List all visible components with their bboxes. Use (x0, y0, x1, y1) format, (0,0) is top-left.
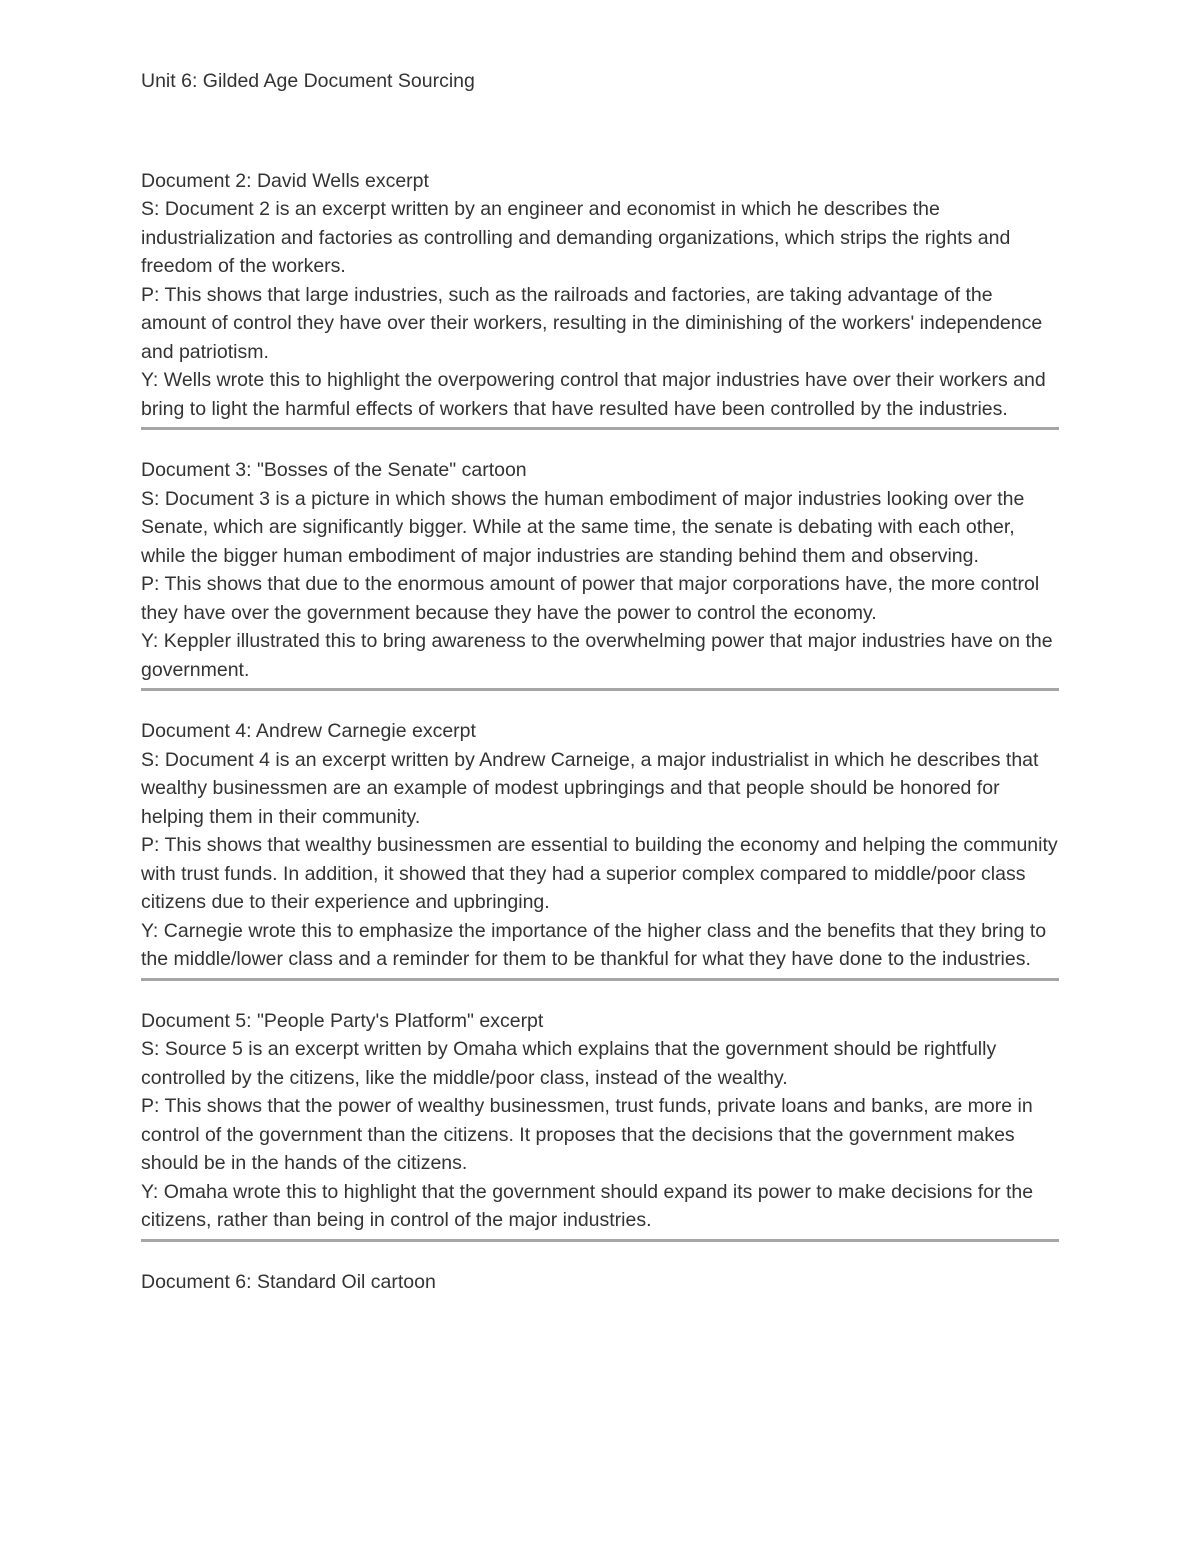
sourcing-y: Y: Carnegie wrote this to emphasize the importance of the higher class and the benefits that they bring to the middle/lower class and a reminder for them to be thankful for what they have done to the industries. (141, 919, 1047, 970)
section-document-5 (141, 1007, 1061, 1235)
section-heading: Document 2: David Wells excerpt (141, 169, 429, 192)
sourcing-s: S: Document 3 is a picture in which shows the human embodiment of major industries looking over the Senate, which are significantly bigger. While at the same time, the senate is debating with each other, while the bigger human embodiment of major industries are standing behind them and observing. (141, 487, 1025, 567)
section-heading: Document 5: "People Party's Platform" excerpt (141, 1009, 544, 1032)
document-page (141, 67, 1061, 1296)
sourcing-s: S: Document 2 is an excerpt written by an engineer and economist in which he describes the industrialization and factories as controlling and demanding organizations, which strips the rights and freedom of the workers. (141, 198, 1011, 277)
sourcing-y: Y: Keppler illustrated this to bring awareness to the overwhelming power that major industries have on the government. (141, 630, 1053, 681)
section-document-4 (141, 717, 1061, 974)
section-divider (141, 1239, 1059, 1242)
sourcing-p: P: This shows that large industries, such as the railroads and factories, are taking advantage of the amount of control they have over their workers, resulting in the diminishing of the workers' independence and patriotism. (141, 283, 1043, 363)
sourcing-s: S: Document 4 is an excerpt written by Andrew Carneige, a major industrialist in which he describes that wealthy businessmen are an example of modest upbringings and that people should be honored for helping them in their community. (141, 748, 1039, 828)
section-heading: Document 6: Standard Oil cartoon (141, 1270, 436, 1293)
sourcing-p: P: This shows that wealthy businessmen are essential to building the economy and helping the community with trust funds. In addition, it showed that they had a superior complex compared to middle/poor class citizens due to their experience and upbringing. (141, 834, 1058, 913)
section-document-3 (141, 456, 1061, 684)
section-divider (141, 688, 1059, 691)
sourcing-y: Y: Omaha wrote this to highlight that the government should expand its power to make decisions for the citizens, rather than being in control of the major industries. (141, 1180, 1034, 1231)
section-divider (141, 978, 1059, 981)
sourcing-p: P: This shows that due to the enormous amount of power that major corporations have, the more control they have over the government because they have the power to control the economy. (141, 573, 1040, 624)
section-heading: Document 4: Andrew Carnegie excerpt (141, 720, 476, 742)
section-divider (141, 427, 1059, 430)
sourcing-s: S: Source 5 is an excerpt written by Omaha which explains that the government should be rightfully controlled by the citizens, like the middle/poor class, instead of the wealthy. (141, 1038, 997, 1089)
document-title: Unit 6: Gilded Age Document Sourcing (141, 70, 475, 92)
section-heading: Document 3: "Bosses of the Senate" cartoon (141, 459, 527, 481)
section-document-2 (141, 167, 1061, 424)
sourcing-p: P: This shows that the power of wealthy businessmen, trust funds, private loans and banks, are more in control of the government than the citizens. It proposes that the decisions that the government makes should be in the hands of the citizens. (141, 1095, 1033, 1174)
section-document-6 (141, 1268, 1061, 1297)
sourcing-y: Y: Wells wrote this to highlight the overpowering control that major industries have over their workers and bring to light the harmful effects of workers that have resulted have been controlled by the industries. (141, 369, 1046, 420)
